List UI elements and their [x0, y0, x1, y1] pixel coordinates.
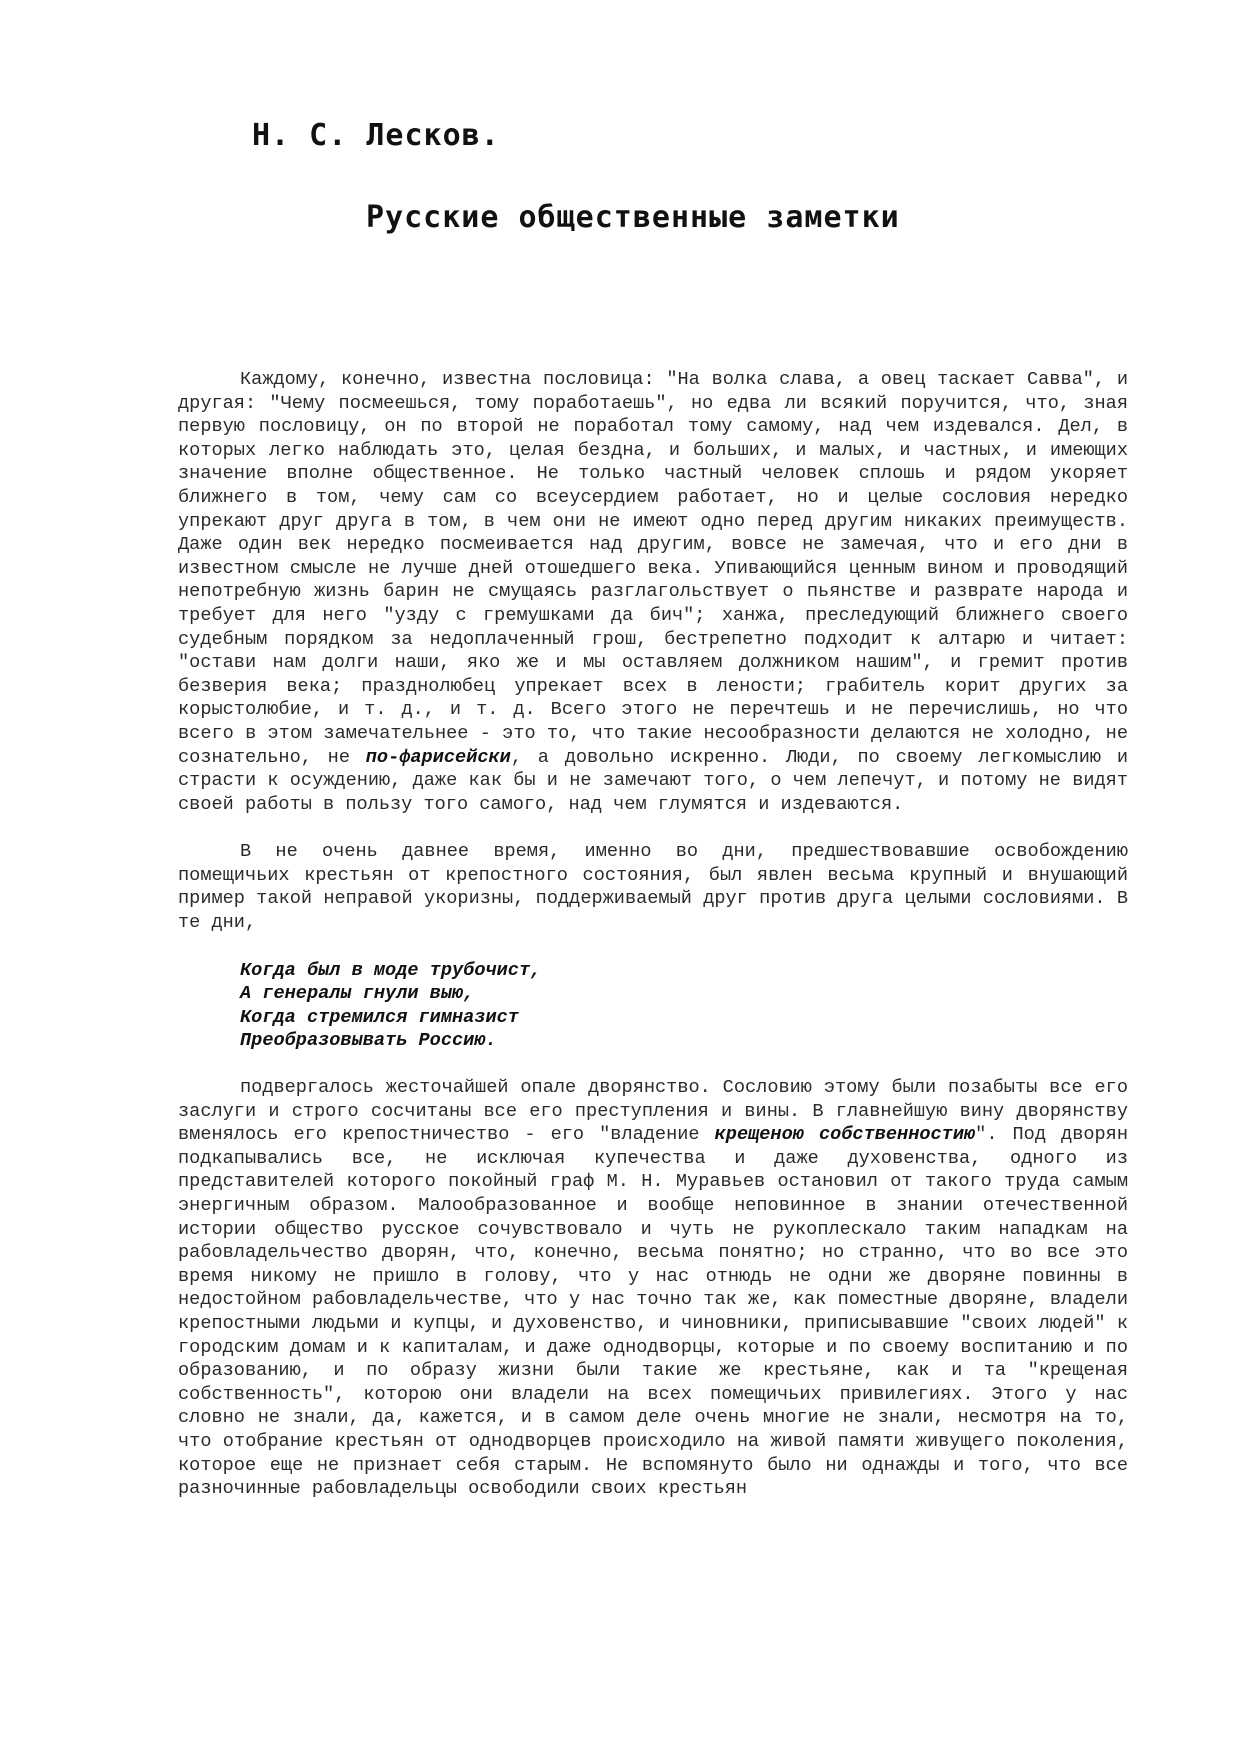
document-body [178, 368, 1128, 1501]
verse-line: А генералы гнули выю, [240, 983, 475, 1005]
verse-line: Когда был в моде трубочист, [240, 959, 542, 981]
paragraph-2: В не очень давнее время, именно во дни, предшествовавшие освобождению помещичьих крестьян от крепостного состояния, был явлен весьма крупный и внушающий пример такой неправой укоризны, поддерживаемый друг против друга целыми сословиями. В те дни, [178, 841, 1128, 934]
verse-quote [178, 959, 1128, 1053]
paragraph-3-text-b: ". Под дворян подкапывались все, не исключая купечества и даже духовенства, одного из представителей которого покойный граф М. Н. Муравьев остановил от такого труда самым энергичным образом. Малообразованное и вообще неповинное в знании отечественной истории общество русское сочувствовало и чуть не рукоплескало таким нападкам на рабовладельчество дворян, что, конечно, весьма понятно; но странно, что во все это время никому не пришло в голову, что у нас отнюдь не одни же дворяне повинны в недостойном рабовладельчестве, что у нас точно так же, как поместные дворяне, владели крепостными людьми и купцы, и духовенство, и чиновники, приписывавшие "своих людей" к городским домам и к капиталам, и даже однодворцы, которые и по своему воспитанию и по образованию, и по образу жизни были такие же крестьяне, как и та "крещеная собственность", которою они владели на всех помещичьих привилегиях. Этого у нас словно не знали, да, кажется, и в самом деле очень многие не знали, несмотря на то, что отобрание крестьян от однодворцев происходило на живой памяти живущего поколения, которое еще не признает себя старым. Не вспомянуто было ни однажды и того, что все разночинные рабовладельцы освободили своих крестьян [178, 1124, 1128, 1500]
paragraph-gap [178, 935, 1128, 959]
paragraph-3 [178, 1076, 1128, 1501]
paragraph-gap [178, 1053, 1128, 1076]
paragraph-1-text-a: Каждому, конечно, известна пословица: "На волка слава, а овец таскает Савва", и другая: "Чему посмеешься, тому поработаешь", но едва ли всякий поручится, что, зная первую пословицу, он по второй не поработал тому самому, над чем издевался. Дел, в которых легко наблюдать это, целая бездна, и больших, и малых, и частных, и имеющих значение вполне общественное. Не только частный человек сплошь и рядом укоряет ближнего в том, чему сам со всеусердием работает, но и целые сословия нередко упрекают друг друга в том, в чем они не имеют одно перед другим никаких преимуществ. Даже один век нередко посмеивается над другим, вовсе не замечая, что и его дни в известном смысле не лучше дней отошедшего века. Упивающийся ценным вином и проводящий непотребную жизнь барин не смущаясь разглагольствует о пьянстве и разврате народа и требует для него "узду с гремушками да бич"; ханжа, преследующий ближнего своего судебным порядком за недоплаченный грош, бестрепетно подходит к алтарю и читает: "остави нам долги наши, яко же и мы оставляем должником нашим", и гремит против безверия века; празднолюбец упрекает всех в лености; грабитель корит других за корыстолюбие, и т. д., и т. д. Всего этого не перечтешь и не перечислишь, но что всего в этом замечательнее - это то, что такие несообразности делаются не холодно, не сознательно, не [178, 369, 1128, 768]
paragraph-1 [178, 368, 1128, 816]
document-title: Русские общественные заметки [366, 200, 900, 235]
paragraph-3-text-a: подвергалось жесточайшей опале дворянство. Сословию этому были позабыты все его заслуги и строго сосчитаны все его преступления и вины. В главнейшую вину дворянству вменялось его крепостничество - его "владение [178, 1077, 1128, 1146]
verse-line: Преобразовывать Россию. [240, 1030, 497, 1052]
emphasis-kreshchenaya-sobstvennost: крещеною собственностию [714, 1124, 976, 1146]
author-name: Н. С. Лесков. [252, 118, 500, 153]
emphasis-pofariseyski: по-фарисейски [365, 746, 511, 768]
verse-line: Когда стремился гимназист [240, 1006, 519, 1028]
paragraph-gap [178, 816, 1128, 840]
paragraph-1-text-b: , а довольно искренно. Люди, по своему легкомыслию и страсти к осуждению, даже как бы и не замечают того, о чем лепечут, и потому не видят своей работы в пользу того самого, над чем глумятся и издеваются. [178, 746, 1128, 815]
